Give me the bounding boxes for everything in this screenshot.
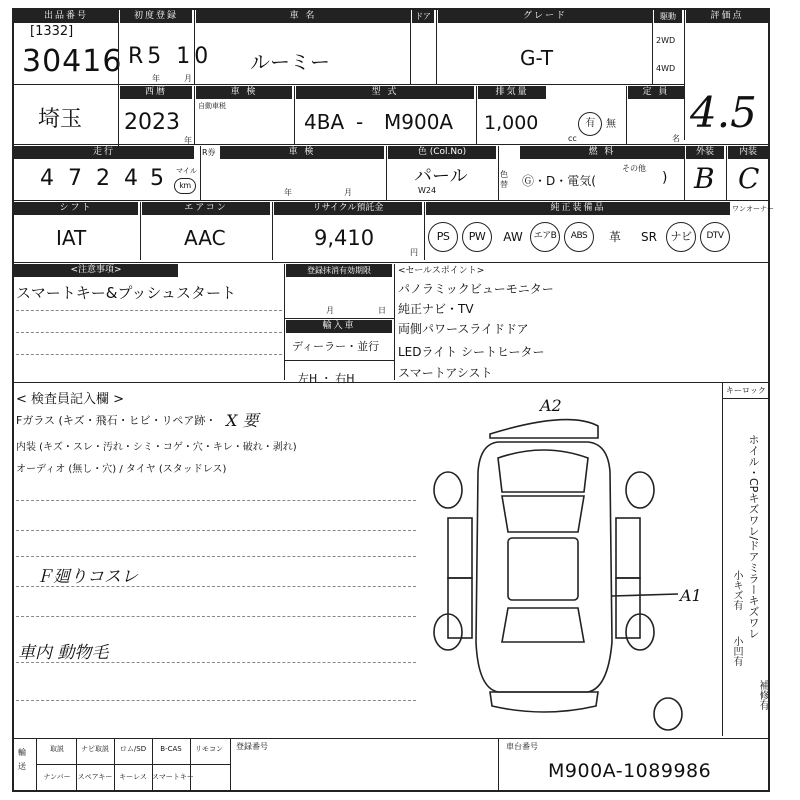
lot-number: 30416 [22, 44, 123, 79]
interior-header: 内装 [728, 146, 768, 159]
hood [498, 450, 588, 492]
model-year-value: 2023 [124, 110, 180, 135]
color-code: W24 [418, 186, 437, 195]
wheel-front-right [626, 472, 654, 508]
km-unit: km [174, 178, 196, 194]
shift-value: IAT [56, 226, 87, 250]
aircon-value: AAC [184, 226, 226, 250]
sales-point-2: 純正ナビ・TV [398, 302, 474, 316]
mileage-digit-2: 7 [68, 166, 82, 191]
model-type-code: M900A [384, 110, 454, 134]
inspector-line-interior: 内装 (キズ・スレ・汚れ・シミ・コゲ・穴・キレ・破れ・剥れ) [16, 442, 297, 453]
drive-header: 駆動 [654, 10, 682, 23]
inspection-header: 車 検 [196, 86, 292, 99]
footer-item-bottom-3: キーレス [119, 773, 147, 781]
turbo-yes: 有 [578, 112, 602, 136]
steering-value: 左H ・ 右H [298, 372, 355, 385]
handwritten-note-interior: 車内 動物毛 [18, 643, 109, 663]
mileage-digit-5: 5 [150, 166, 164, 191]
score-value: 4.5 [690, 88, 757, 137]
first-registration-year-unit: 年 [152, 74, 160, 83]
footer-item-bottom-2: スペアキー [77, 773, 113, 781]
spare-tire [654, 698, 682, 730]
notice-header: <注意事項> [14, 264, 178, 277]
wheel-note-small-scratch: 小キズ有 [731, 570, 742, 610]
recycle-fee-yen: 円 [410, 248, 418, 257]
inspection-note: 自動車税 [198, 102, 226, 110]
notice-value: スマートキー&プッシュスタート [16, 284, 237, 302]
a1-pointer [612, 594, 678, 596]
color-header: 色 (Col.No) [388, 146, 496, 159]
equipment-header: 純正装備品 [426, 202, 730, 215]
reg-month-unit: 月 [326, 306, 334, 315]
footer-item-bottom-1: ナンバー [43, 773, 71, 781]
car-damage-diagram [428, 392, 718, 736]
footer-item-top-2: ナビ取説 [81, 745, 109, 753]
model-year-header: 西暦 [120, 86, 192, 99]
fuel-other: その他 [622, 164, 646, 173]
shaken-header: 車 検 [220, 146, 384, 159]
sales-point-3: 両側パワースライドドア [398, 322, 529, 336]
drive-2wd: 2WD [656, 36, 676, 45]
shaken-year-unit: 年 [284, 188, 292, 197]
car-name-value: ルーミー [250, 50, 330, 74]
windshield [502, 496, 584, 532]
first-registration-value: R5 10 [128, 44, 213, 69]
front-bumper [490, 420, 598, 438]
capacity-unit: 名 [672, 134, 680, 143]
right-front-door [616, 518, 640, 578]
wheel-note-small-dent: 小凹有 [731, 636, 742, 666]
mark-a2: A2 [540, 396, 562, 415]
inspector-line-audio: オーディオ (無し・穴) / タイヤ (スタッドレス) [16, 464, 227, 475]
registration-number-label: 登録番号 [236, 742, 268, 751]
equipment-8: ナビ [666, 222, 696, 252]
mileage-digit-4: 4 [124, 166, 138, 191]
sales-points-header: <セールスポイント> [398, 266, 485, 276]
shift-header: シフト [14, 202, 138, 215]
equipment-5: ABS [564, 222, 594, 252]
car-body [476, 442, 612, 692]
grade-value: G-T [520, 46, 554, 70]
footer-item-top-4: B-CAS [160, 745, 182, 753]
wheel-note-repair: 補修有 [757, 680, 768, 710]
import-value: ディーラー・並行 [292, 340, 380, 353]
handwritten-note-front: Ｆ廻りコスレ [36, 567, 138, 587]
mile-unit: マイル [176, 167, 197, 175]
windshield-handwritten: X 要 [226, 411, 259, 430]
fuel-options: Ⓖ・D・電気( [522, 174, 596, 188]
score-header: 評価点 [686, 10, 768, 23]
lot-number-header: 出品番号 [14, 10, 118, 23]
equipment-3: AW [503, 230, 523, 244]
equipment-9: DTV [700, 222, 730, 252]
door-header: ドア [412, 10, 434, 23]
first-registration-month-unit: 月 [184, 74, 192, 83]
displacement-value: 1,000 [484, 112, 539, 134]
location-value: 埼玉 [38, 107, 83, 132]
mileage-digit-3: 2 [96, 166, 110, 191]
displacement-header: 排気量 [478, 86, 546, 99]
model-type-header: 型 式 [296, 86, 474, 99]
rear-window [502, 608, 584, 642]
rear-bumper [490, 692, 598, 712]
equipment-6: 革 [608, 230, 621, 244]
right-rear-door [616, 578, 640, 638]
model-type-sep: - [356, 110, 364, 134]
interior-grade: C [738, 162, 760, 195]
recycle-ticket-label: R券 [202, 148, 216, 157]
capacity-header: 定 員 [628, 86, 684, 99]
fuel-header: 燃 料 [520, 146, 684, 159]
reg-day-unit: 日 [378, 306, 386, 315]
import-header: 輸入車 [286, 320, 392, 333]
car-name-header: 車 名 [196, 10, 410, 23]
color-change-label: 色替 [500, 170, 508, 189]
color-value: パール [414, 166, 468, 187]
drive-4wd: 4WD [656, 64, 676, 73]
equipment-2: PW [462, 222, 492, 252]
key-lock-label: キーロック [726, 386, 766, 395]
shaken-month-unit: 月 [344, 188, 352, 197]
equipment-7: SR [641, 230, 657, 244]
wheel-note-vertical: ホイル・CPキズワレ/ドアミラーキズワレ [747, 434, 760, 640]
sales-point-1: パノラミックビューモニター [398, 282, 554, 296]
footer-item-bottom-4: スマートキー [152, 773, 194, 781]
exterior-grade: B [694, 162, 715, 195]
model-year-unit: 年 [184, 136, 192, 145]
exterior-header: 外装 [686, 146, 724, 159]
equipment-1: PS [428, 222, 458, 252]
footer-item-top-5: リモコン [195, 745, 223, 753]
one-owner-label: ワンオーナー [732, 205, 774, 213]
lot-prefix: [1332] [30, 24, 74, 39]
mileage-digit-1: 4 [40, 166, 54, 191]
footer-item-top-1: 取説 [50, 745, 64, 753]
mileage-header: 走行 [14, 146, 194, 159]
left-rear-door [448, 578, 472, 638]
aircon-header: エアコン [142, 202, 270, 215]
wheel-front-left [434, 472, 462, 508]
chassis-number-value: M900A-1089986 [548, 760, 712, 782]
footer-item-top-3: ロム/SD [119, 745, 147, 753]
first-registration-header: 初度登録 [120, 10, 192, 23]
displacement-cc-unit: cc [568, 134, 577, 143]
recycle-fee-value: 9,410 [314, 226, 375, 250]
inspector-title: < 検査員記入欄 > [16, 392, 125, 407]
recycle-fee-header: リサイクル預託金 [274, 202, 422, 215]
turbo-no: 無 [606, 119, 616, 130]
mark-a1: A1 [680, 586, 702, 605]
delivery-label: 輸送 [18, 748, 26, 771]
sales-point-4: LEDライト シートヒーター [398, 345, 545, 359]
grade-header: グレード [438, 10, 652, 23]
model-type-prefix: 4BA [304, 110, 345, 134]
roof [508, 538, 578, 600]
inspector-line-windshield: Fガラス (キズ・飛石・ヒビ・リペア跡・ [16, 414, 217, 427]
sales-point-5: スマートアシスト [398, 366, 493, 380]
fuel-close: ) [662, 170, 668, 186]
chassis-number-label: 車台番号 [506, 742, 538, 751]
equipment-4: エアB [530, 222, 560, 252]
reg-expiry-header: 登録抹消有効期限 [286, 264, 392, 277]
left-front-door [448, 518, 472, 578]
